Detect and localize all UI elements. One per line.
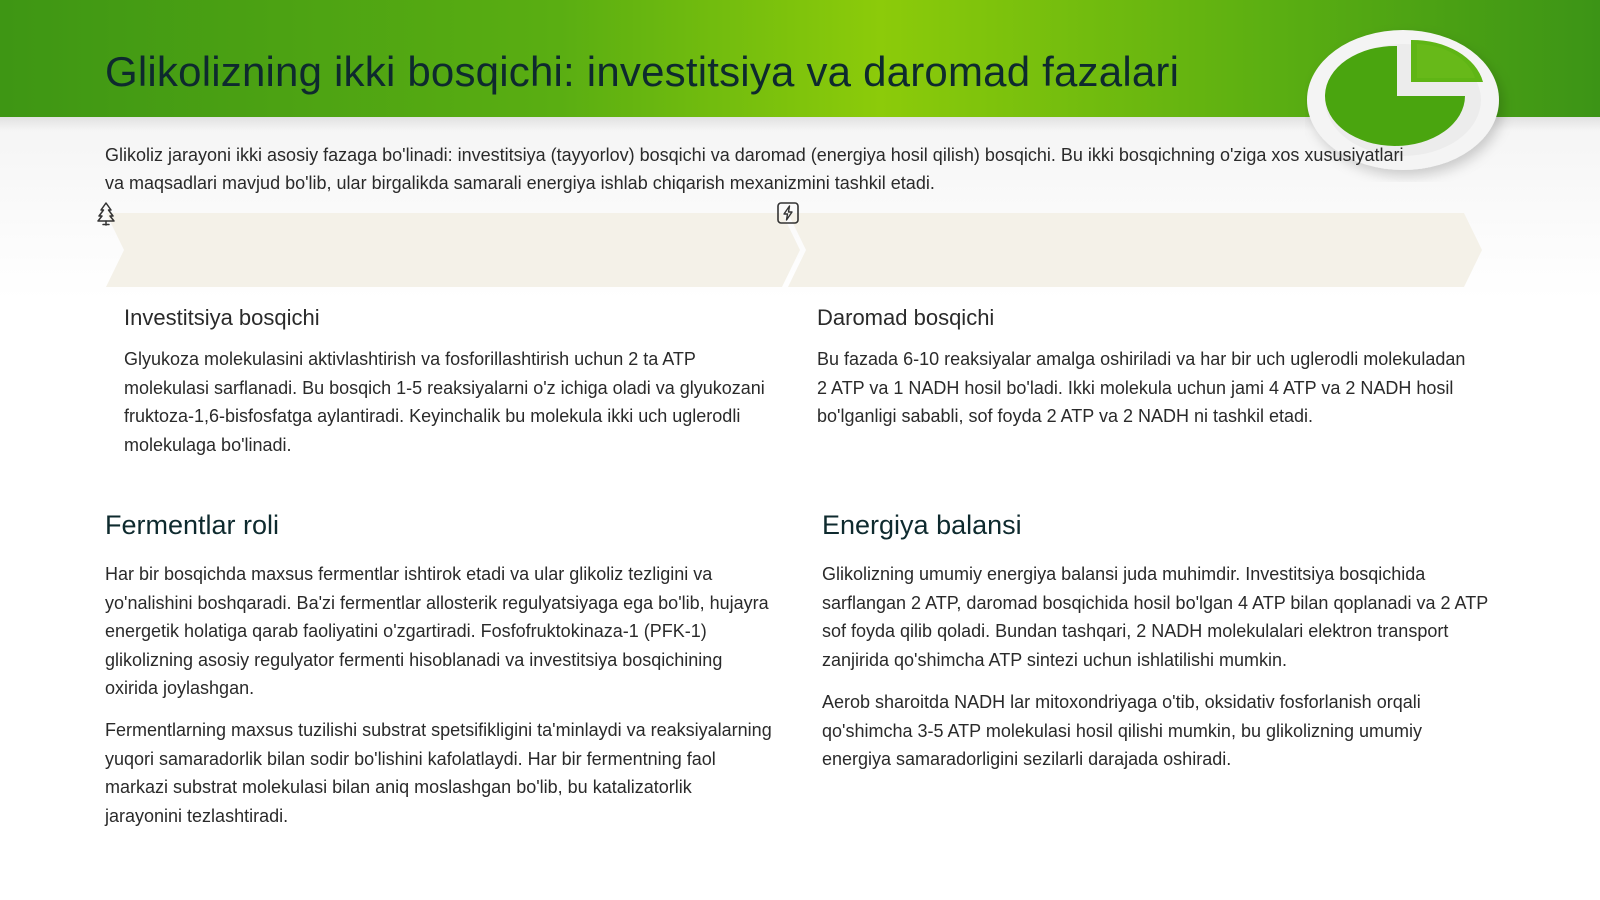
page-title: Glikolizning ikki bosqichi: investitsiya va daromad fazalari	[105, 48, 1180, 95]
phase-text-investment: Glyukoza molekulasini aktivlashtirish va fosforillashtirish uchun 2 ta ATP molekulasi sarflanadi. Bu bosqich 1-5 reaksiyalarni o'z ichiga oladi va glyukozani fruktoza-1,6-bisfosfatga aylantiradi. Keyinchalik bu molekula ikki uch uglerodli molekulaga bo'linadi.	[124, 349, 765, 455]
phase-title-yield: Daromad bosqichi	[817, 305, 995, 330]
phase-chevron-investment	[106, 213, 800, 287]
tree-icon	[93, 200, 119, 226]
phase-title-investment: Investitsiya bosqichi	[124, 305, 320, 330]
section-paragraph-energy-1: Glikolizning umumiy energiya balansi juda muhimdir. Investitsiya bosqichida sarflangan 2 ATP, daromad bosqichida hosil bo'lgan 4 ATP bilan qoplanadi va 2 ATP sof foyda qilib qoladi. Bundan tashqari, 2 NADH molekulalari elektron transport zanjirida qo'shimcha ATP sintezi uchun ishlatilishi mumkin.	[822, 564, 1488, 670]
phase-text-yield: Bu fazada 6-10 reaksiyalar amalga oshiriladi va har bir uch uglerodli molekuladan 2 ATP va 1 NADH hosil bo'ladi. Ikki molekula uchun jami 4 ATP va 2 NADH hosil bo'lganligi sababli, sof foyda 2 ATP va 2 NADH ni tashkil etadi.	[817, 349, 1466, 426]
section-paragraph-enzymes-1: Har bir bosqichda maxsus fermentlar ishtirok etadi va ular glikoliz tezligini va yo'nalishini boshqaradi. Ba'zi fermentlar allosterik regulyatsiyaga ega bo'lib, hujayra energetik holatiga qarab faoliyatini o'zgartiradi. Fosfofruktokinaza-1 (PFK-1) glikolizning asosiy regulyator fermenti hisoblanadi va investitsiya bosqichining oxirida joylashgan.	[105, 564, 769, 698]
section-title-energy: Energiya balansi	[822, 510, 1022, 540]
section-paragraph-enzymes-2: Fermentlarning maxsus tuzilishi substrat spetsifikligini ta'minlaydi va reaksiyalarning yuqori samaradorlik bilan sodir bo'lishini kafolatlaydi. Har bir fermentning faol markazi substrat molekulasi bilan aniq moslashgan bo'lib, bu katalizatorlik jarayonini tezlashtiradi.	[105, 720, 772, 826]
section-title-enzymes: Fermentlar roli	[105, 510, 280, 540]
phase-chevron-yield	[788, 213, 1482, 287]
lightning-icon	[775, 200, 801, 226]
section-paragraph-energy-2: Aerob sharoitda NADH lar mitoxondriyaga o'tib, oksidativ fosforlanish orqali qo'shimcha 3-5 ATP molekulasi hosil qilishi mumkin, bu glikolizning umumiy energiya samaradorligini sezilarli darajada oshiradi.	[822, 692, 1423, 769]
intro-paragraph: Glikoliz jarayoni ikki asosiy fazaga bo'linadi: investitsiya (tayyorlov) bosqichi va daromad (energiya hosil qilish) bosqichi. Bu ikki bosqichning o'ziga xos xususiyatlari va maqsadlari mavjud bo'lib, ular birgalikda samarali energiya ishlab chiqarish mexanizmini tashkil etadi.	[105, 145, 1404, 193]
